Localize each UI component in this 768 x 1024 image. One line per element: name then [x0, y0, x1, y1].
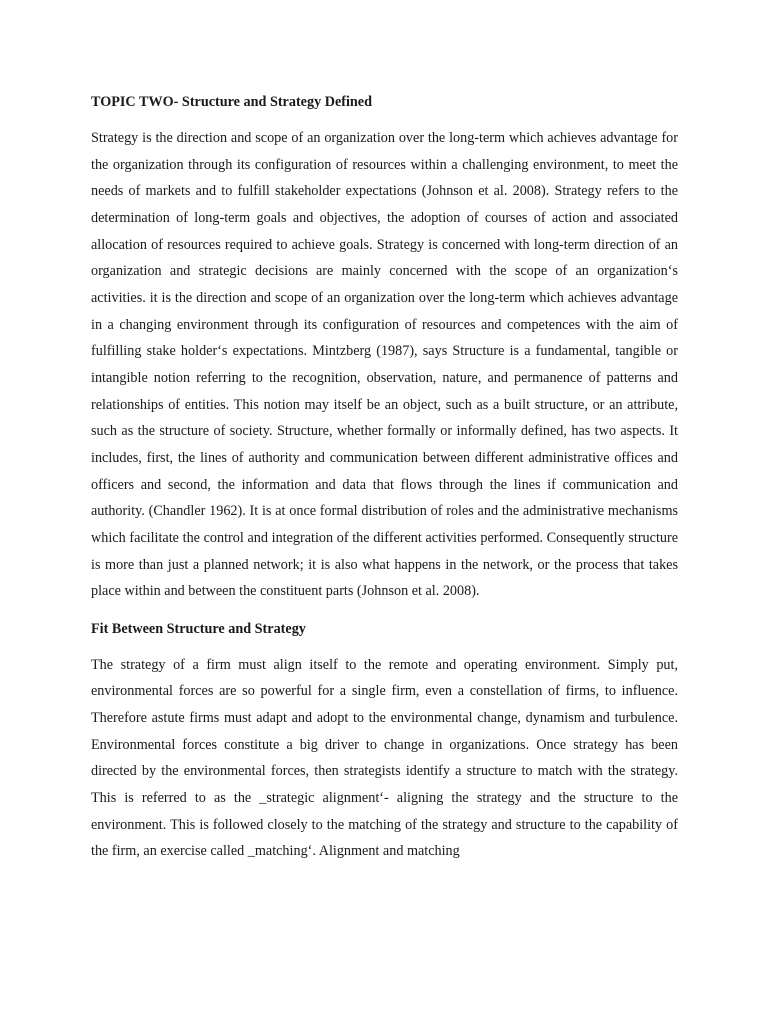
paragraph-strategy-definition: Strategy is the direction and scope of an organization over the long-term which achieves advantage for the organization through its configuration of resources within a challenging environment, to meet the needs of markets and to fulfill stakeholder expectations (Johnson et al. 2008). Strategy refers to the determination of long-term goals and objectives, the adoption of courses of action and associated allocation of resources required to achieve goals. Strategy is concerned with long-term direction of an organization and strategic decisions are mainly concerned with the scope of an organization‘s activities. it is the direction and scope of an organization over the long-term which achieves advantage in a changing environment through its configuration of resources and competences with the aim of fulfilling stake holder‘s expectations. Mintzberg (1987), says Structure is a fundamental, tangible or intangible notion referring to the recognition, observation, nature, and permanence of patterns and relationships of entities. This notion may itself be an object, such as a built structure, or an attribute, such as the structure of society. Structure, whether formally or informally defined, has two aspects. It includes, first, the lines of authority and communication between different administrative offices and officers and second, the information and data that flows through the lines if communication and authority. (Chandler 1962). It is at once formal distribution of roles and the administrative mechanisms which facilitate the control and integration of the different activities performed. Consequently structure is more than just a planned network; it is also what happens in the network, or the process that takes place within and between the constituent parts (Johnson et al. 2008).: [91, 130, 678, 600]
section-heading-fit-between: Fit Between Structure and Strategy: [91, 620, 306, 637]
spacer: [91, 605, 678, 615]
spacer: [91, 116, 678, 125]
document-body: [91, 88, 678, 865]
section-heading-structure-strategy-defined: TOPIC TWO- Structure and Strategy Defined: [91, 94, 372, 110]
spacer: [91, 643, 678, 652]
paragraph-fit-alignment: The strategy of a firm must align itself to the remote and operating environment. Simply put, environmental forces are so powerful for a single firm, even a constellation of firms, to influence. Therefore astute firms must adapt and adopt to the environmental change, dynamism and turbulence. Environmental forces constitute a big driver to change in organizations. Once strategy has been directed by the environmental forces, then strategists identify a structure to match with the strategy. This is referred to as the _strategic alignment‘- aligning the strategy and the structure to the environment. This is followed closely to the matching of the strategy and structure to the capability of the firm, an exercise called _matching‘. Alignment and matching: [91, 656, 678, 860]
